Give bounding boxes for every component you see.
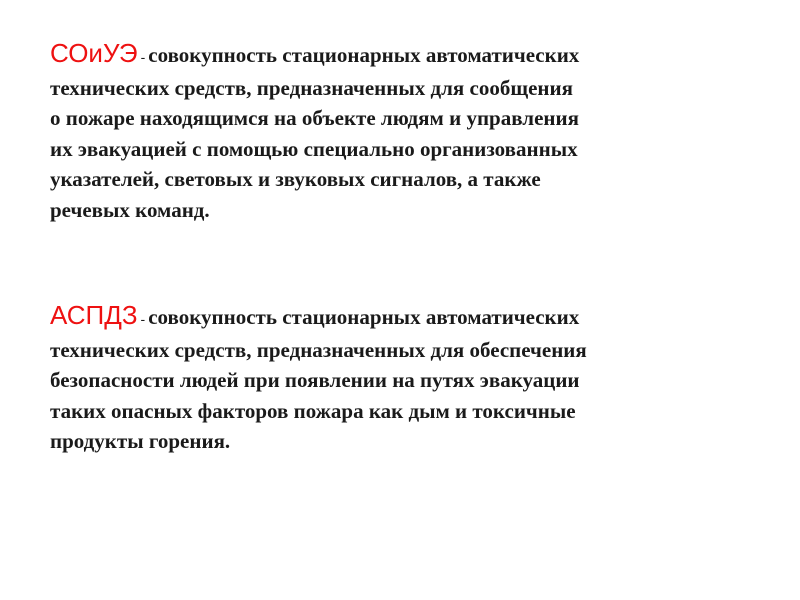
definition-separator: - (140, 311, 146, 327)
definition-term: СОиУЭ (50, 38, 138, 68)
definition-soiue (50, 38, 750, 226)
definition-text-line: их эвакуацией с помощью специально организованных (50, 136, 578, 161)
definition-separator: - (140, 49, 146, 65)
definition-text-line: технических средств, предназначенных для сообщения (50, 75, 573, 100)
definition-text-line: таких опасных факторов пожара как дым и токсичные (50, 398, 576, 423)
definition-text-line: продукты горения. (50, 429, 231, 454)
definition-first-line (50, 38, 750, 73)
definition-aspdz (50, 300, 750, 457)
definition-text-line: о пожаре находящимся на объекте людям и управления (50, 106, 579, 131)
definition-text-line: безопасности людей при появлении на путях эвакуации (50, 368, 580, 393)
definition-text-line: совокупность стационарных автоматических (148, 43, 580, 67)
definition-text-line: совокупность стационарных автоматических (148, 305, 580, 329)
definition-term: АСПДЗ (50, 300, 138, 330)
definition-text-line: технических средств, предназначенных для обеспечения (50, 337, 587, 362)
definition-text-line: речевых команд. (50, 197, 210, 222)
definition-text-line: указателей, световых и звуковых сигналов, а также (50, 167, 541, 192)
definition-first-line (50, 300, 750, 335)
